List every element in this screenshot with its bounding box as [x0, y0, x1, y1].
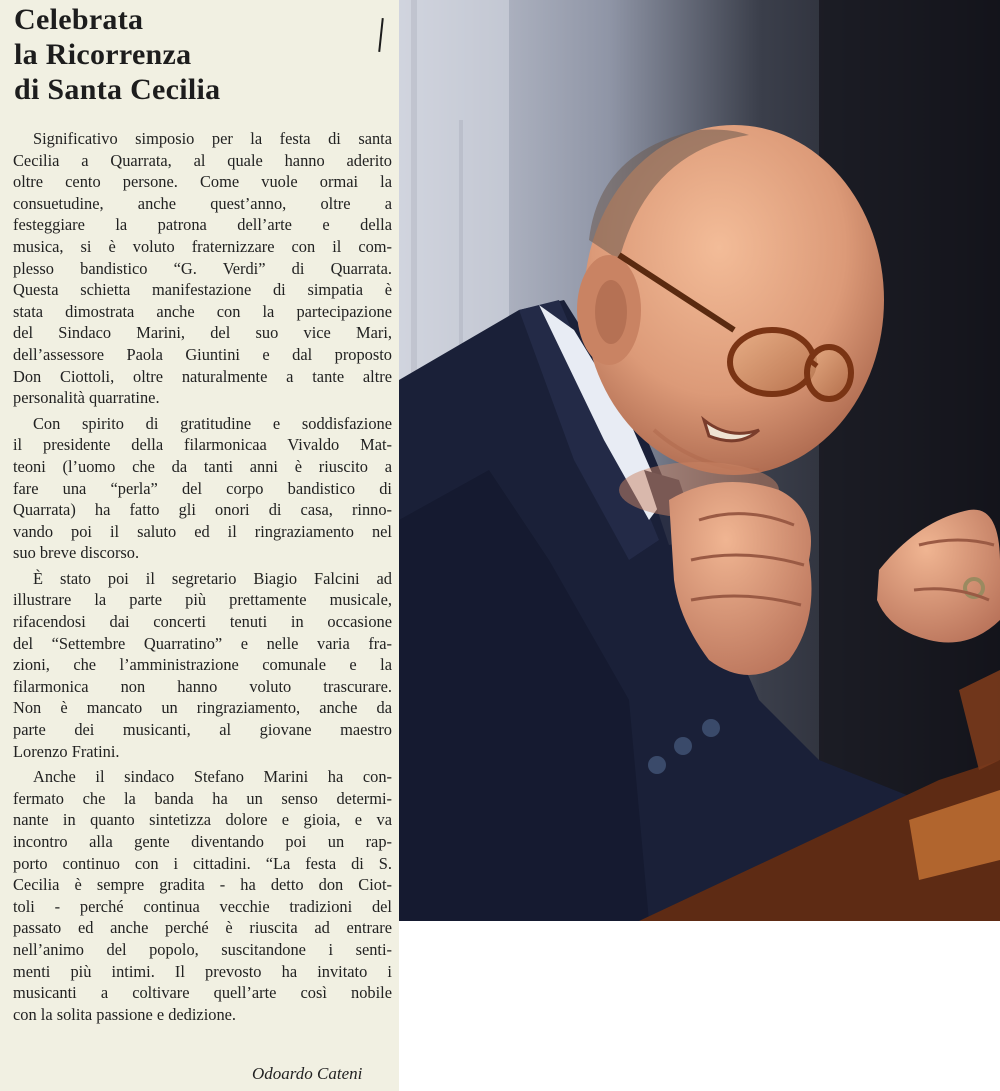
article-line: dell’assessore Paola Giuntini e dal proposto [13, 344, 392, 364]
article-line: È stato poi il segretario Biagio Falcini ad [33, 568, 392, 588]
article-line: Cecilia a Quarrata, al quale hanno aderito [13, 150, 392, 170]
article-line: Don Ciottoli, oltre naturalmente a tante altre [13, 366, 392, 386]
article-paragraph [13, 766, 392, 1025]
jacket-button [702, 719, 720, 737]
newspaper-clipping [0, 0, 399, 1091]
article-line: incontro alla gente diventando poi un rap- [13, 832, 392, 851]
article-line: fare una “perla” del corpo bandistico di [13, 478, 392, 498]
article-line: consuetudine, anche quest’anno, oltre a [13, 193, 392, 213]
article-line: Cecilia è sempre gradita - ha detto don Ciot- [13, 875, 392, 895]
article-line: Non è mancato un ringraziamento, anche da [13, 698, 392, 718]
glasses-lens-left [730, 330, 814, 394]
article-line: toli - perché continua vecchie tradizioni del [13, 896, 392, 916]
speaker-photo [399, 0, 1000, 921]
jacket-button [674, 737, 692, 755]
article-signature: Odoardo Cateni [252, 1064, 363, 1083]
article-line: nante in quanto sintetizza dolore e gioia, e va [13, 810, 392, 830]
article-line: passato ed anche perché è riuscita ad entrare [13, 918, 392, 938]
article-line: con la solita passione e dedizione. [13, 1004, 237, 1024]
article-line: musica, si è voluto fraternizzare con il com- [13, 236, 392, 256]
article-line: nell’animo del popolo, suscitandone i senti- [13, 939, 392, 959]
article-line: il presidente della filarmonicaa Vivaldo Mat- [13, 435, 392, 455]
article-line: fermato che la banda ha un senso determi- [13, 788, 392, 808]
article-line: Con spirito di gratitudine e soddisfazione [33, 413, 392, 433]
article-line: del “Settembre Quarratino” e nelle varia fra- [13, 633, 392, 653]
article-headline [14, 2, 220, 107]
article-line: menti più intimi. Il prevosto ha invitato i [13, 961, 392, 981]
article-line: plesso bandistico “G. Verdi” di Quarrata. [13, 258, 392, 278]
article-line: rifacendosi dai concerti tenuti in occasione [13, 612, 392, 632]
article-line: Lorenzo Fratini. [13, 741, 120, 761]
article-paragraph [13, 568, 392, 762]
article-line: stata dimostrata anche con la partecipazione [13, 301, 392, 321]
article-line: filarmonica non hanno voluto trascurare. [13, 676, 392, 696]
article-line: del Sindaco Marini, del suo vice Mari, [13, 323, 392, 343]
glasses-lens-right [807, 347, 851, 399]
article-line: personalità quarratine. [13, 388, 160, 408]
article-line: vando poi il saluto ed il ringraziamento nel [13, 521, 392, 541]
article-line: illustrare la parte più prettamente musicale, [13, 590, 392, 610]
article-line: Significativo simposio per la festa di santa [33, 129, 392, 148]
headline-line: Celebrata [14, 3, 144, 36]
article-line: musicanti a coltivare quell’arte così nobile [13, 983, 392, 1003]
article-line: Anche il sindaco Stefano Marini ha con- [33, 767, 392, 787]
article-line: festeggiare la patrona dell’arte e della [13, 215, 392, 235]
article-line: suo breve discorso. [13, 543, 140, 563]
article-line: oltre cento persone. Come vuole ormai la [13, 172, 392, 192]
headline-line: la Ricorrenza [14, 38, 192, 71]
article-paragraph [13, 413, 392, 564]
article-line: porto continuo con i cittadini. “La festa di S. [13, 853, 392, 873]
article-line: Questa schietta manifestazione di simpatia è [13, 280, 392, 300]
pen-mark [378, 18, 384, 52]
article-body [13, 128, 392, 1029]
article-line: Quarrata) ha fatto gli onori di casa, rinno- [13, 500, 392, 520]
jacket-button [648, 756, 666, 774]
article-line: teoni (l’uomo che da tanti anni è riuscito a [13, 456, 392, 476]
article-line: zioni, che l’amministrazione comunale e la [13, 655, 392, 675]
speaker-photo-svg [399, 0, 1000, 921]
article-paragraph [13, 128, 392, 409]
article-line: parte dei musicanti, al giovane maestro [13, 720, 392, 740]
headline-line: di Santa Cecilia [14, 73, 221, 106]
